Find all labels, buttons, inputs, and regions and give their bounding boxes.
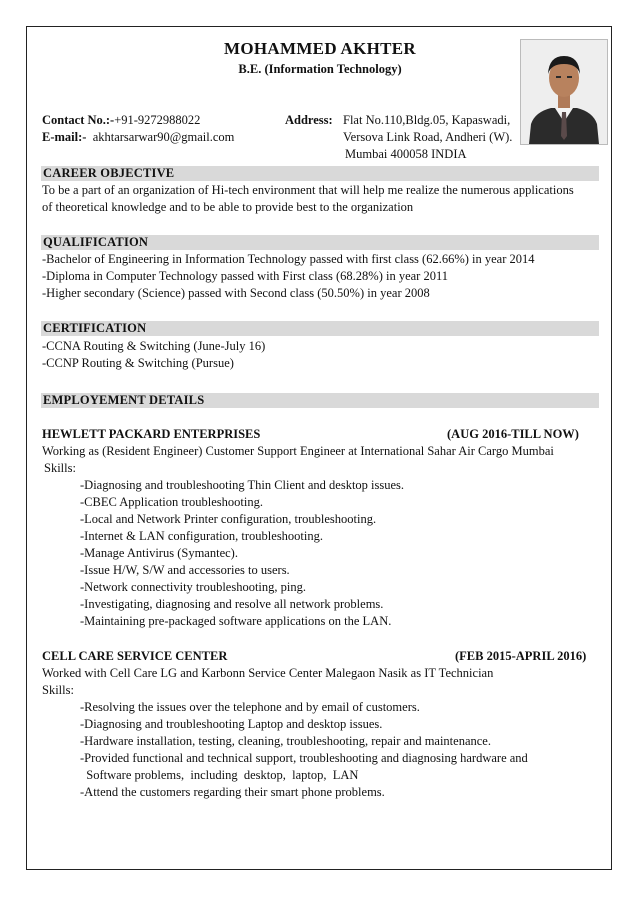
skill-item: -Hardware installation, testing, cleaning, troubleshooting, repair and maintenance. [80,734,491,748]
qualification-item: -Higher secondary (Science) passed with Second class (50.50%) in year 2008 [42,286,430,300]
job-period: (AUG 2016-TILL NOW) [447,427,579,441]
skill-item: -Manage Antivirus (Symantec). [80,546,238,560]
section-heading: CERTIFICATION [43,321,147,335]
skill-item: -Maintaining pre-packaged software applications on the LAN. [80,614,392,628]
resume-page [26,26,612,870]
objective-line: To be a part of an organization of Hi-tech environment that will help me realize the numerous applications [42,183,574,197]
skill-item: -Attend the customers regarding their smart phone problems. [80,785,385,799]
email-value[interactable]: akhtarsarwar90@gmail.com [92,130,235,144]
section-heading: EMPLOYEMENT DETAILS [43,393,205,407]
address-line-2: Versova Link Road, Andheri (W). [343,130,513,144]
skill-item: -Diagnosing and troubleshooting Laptop and desktop issues. [80,717,383,731]
skill-item: -Issue H/W, S/W and accessories to users. [80,563,290,577]
job-company: HEWLETT PACKARD ENTERPRISES [42,427,261,441]
job-period: (FEB 2015-APRIL 2016) [455,649,587,663]
job-role: Working as (Resident Engineer) Customer Support Engineer at International Sahar Air Cargo Mumbai [42,444,554,458]
skill-item: -Provided functional and technical support, troubleshooting and diagnosing hardware and [80,751,528,765]
section-qualification [41,235,599,250]
job-role: Worked with Cell Care LG and Karbonn Service Center Malegaon Nasik as IT Technician [42,666,494,680]
objective-line: of theoretical knowledge and to be able to provide best to the organization [42,200,414,214]
section-employment [41,393,599,408]
skill-item: Software problems, including desktop, laptop, LAN [80,768,359,782]
skill-item: -Internet & LAN configuration, troubleshooting. [80,529,323,543]
skill-item: -Resolving the issues over the telephone and by email of customers. [80,700,420,714]
section-career-objective [41,166,599,181]
candidate-degree: B.E. (Information Technology) [238,62,402,76]
job-company: CELL CARE SERVICE CENTER [42,649,228,663]
phone-label: Contact No.:- [42,113,115,127]
profile-photo [520,39,608,145]
section-heading: CAREER OBJECTIVE [43,166,175,180]
section-certification [41,321,599,336]
skills-label: Skills: [44,461,76,475]
address-line-3: Mumbai 400058 INDIA [345,147,467,161]
qualification-item: -Bachelor of Engineering in Information Technology passed with first class (62.66%) in year 2014 [42,252,535,266]
skill-item: -Local and Network Printer configuration, troubleshooting. [80,512,377,526]
skills-label: Skills: [42,683,74,697]
candidate-name: MOHAMMED AKHTER [224,39,416,58]
qualification-item: -Diploma in Computer Technology passed with First class (68.28%) in year 2011 [42,269,449,283]
person-photo-icon [521,40,607,144]
certification-item: -CCNP Routing & Switching (Pursue) [42,356,234,370]
section-heading: QUALIFICATION [43,235,149,249]
contact-phone-row [42,113,200,128]
certification-item: -CCNA Routing & Switching (June-July 16) [42,339,266,353]
contact-email-row [42,130,234,145]
skill-item: -Network connectivity troubleshooting, ping. [80,580,307,594]
address-line-1: Flat No.110,Bldg.05, Kapaswadi, [343,113,511,127]
skill-item: -CBEC Application troubleshooting. [80,495,263,509]
skill-item: -Investigating, diagnosing and resolve all network problems. [80,597,384,611]
email-label: E-mail:- [42,130,87,144]
phone-value: +91-9272988022 [114,113,201,127]
address-label: Address: [285,113,333,127]
skill-item: -Diagnosing and troubleshooting Thin Client and desktop issues. [80,478,405,492]
